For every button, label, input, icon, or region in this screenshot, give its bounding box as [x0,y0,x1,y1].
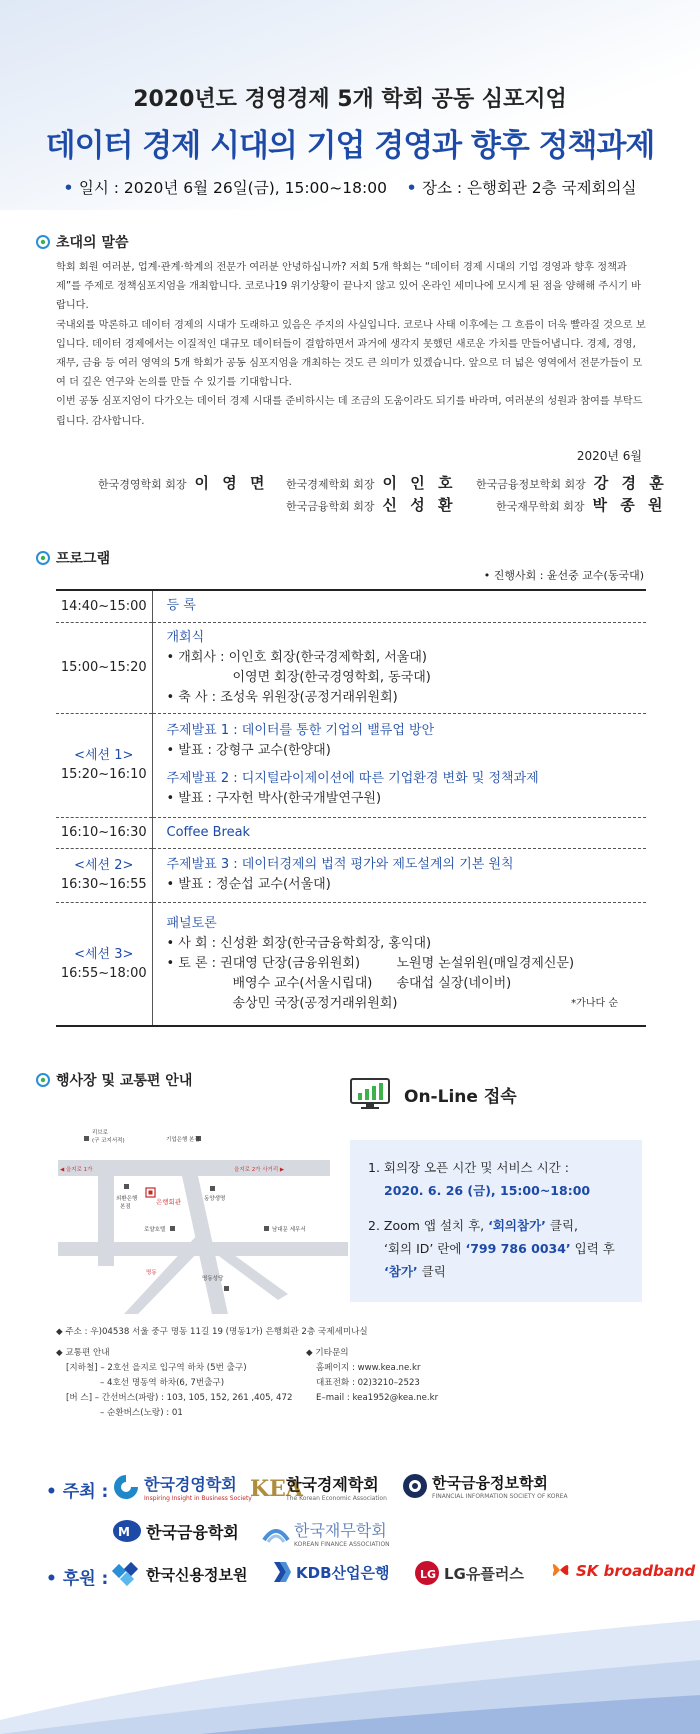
title-line2: 데이터 경제 시대의 기업 경영과 향후 정책과제 [45,128,655,164]
online-item-2b: ‘회의 ID’ 란에 ‘799 786 0034’ 입력 후 [384,1241,615,1256]
table-row [56,902,646,1026]
online-item-2c: ‘참가’ 클릭 [384,1264,446,1279]
bullet-swirl-icon [36,1073,50,1087]
signature: 한국금융정보학회 회장 강 경 훈 [476,474,668,492]
fisk-logo-icon [402,1473,428,1499]
bullet-swirl-icon [36,551,50,565]
event-place: 장소 : 은행회관 2층 국제회의실 [421,179,637,197]
bullet-swirl-icon [36,235,50,249]
signature: 한국재무학회 회장 박 종 원 [496,496,667,514]
time-cell: 15:00~15:20 [56,622,152,713]
svg-text:을지로 2가 사거리 ▶: 을지로 2가 사거리 ▶ [234,1167,285,1173]
address: ◆ 주소 : 우)04538 서울 중구 명동 11길 19 (명동1가) 은행회관 2층 국제세미나실 [56,1327,368,1337]
svg-text:기업은행 본점: 기업은행 본점 [166,1137,200,1143]
program-cell: Coffee Break [152,817,646,848]
mc-note: • 진행사회 : 윤선중 교수(동국대) [483,569,644,582]
logo-kcredit: 한국신용정보원 [112,1560,247,1588]
signature: 한국경영학회 회장 이 영 면 [98,474,269,492]
logo-fisk: 한국금융정보학회 FINANCIAL INFORMATION SOCIETY OF KOREA [402,1472,568,1500]
table-row [56,848,646,902]
svg-text:KEA: KEA [250,1476,303,1502]
svg-text:동양생명: 동양생명 [204,1196,226,1202]
contact-email[interactable]: E–mail : kea1952@kea.ne.kr [316,1393,439,1403]
logo-lguplus: LG LG유플러스 [414,1560,524,1586]
signature: 한국경제학회 회장 이 인 호 [286,474,457,492]
table-row [56,817,646,848]
greeting-text [56,258,646,431]
lg-logo-icon [414,1560,440,1586]
transit-heading: ◆ 교통편 안내 [56,1348,110,1358]
program-cell: 등 록 [152,590,646,622]
kea-logo-icon [250,1474,303,1502]
transit-line: – 4호선 명동역 하차(6, 7번출구) [100,1378,225,1388]
kmfa-logo-icon [112,1518,142,1544]
transit-line: [지하철] – 2호선 을지로 입구역 하차 (5번 출구) [66,1363,247,1373]
event-datetime: 일시 : 2020년 6월 26일(금), 15:00~18:00 [78,179,387,197]
program-cell: 주제발표 1 : 데이터를 통한 기업의 밸류업 방안 • 발표 : 강형구 교수(한양대) 주제발표 2 : 디지털라이제이션에 따른 기업환경 변화 및 정책과제 • 발표 : 구자헌 박사(한국개발연구원) [152,713,646,817]
table-row [56,713,646,817]
svg-text:로얄호텔: 로얄호텔 [144,1227,166,1233]
svg-text:(구 코지서적): (구 코지서적) [92,1138,125,1144]
table-row [56,590,646,622]
program-cell: 주제발표 3 : 데이터경제의 법적 평가와 제도설계의 기본 원칙 • 발표 : 정순섭 교수(서울대) [152,848,646,902]
contact-heading: ◆ 기타문의 [306,1348,349,1358]
logo-kfa: 한국재무학회 KOREAN FINANCE ASSOCIATION [262,1518,390,1548]
time-cell: 14:40~15:00 [56,590,152,622]
kcredit-logo-icon [112,1560,142,1588]
venue-info [56,1325,646,1421]
svg-text:◀ 을지로 1가: ◀ 을지로 1가 [60,1167,93,1173]
kdb-logo-icon [270,1560,292,1584]
time-cell: <세션 3> 16:55~18:00 [56,902,152,1026]
contact-phone: 대표전화 : 02)3210–2523 [316,1378,420,1388]
kbas-logo-icon [112,1473,140,1501]
svg-text:명동성당: 명동성당 [202,1276,224,1282]
logo-kdb: KDB산업은행 [270,1560,389,1584]
online-item-2: 2. Zoom 앱 설치 후, ‘회의참가’ 클릭, [368,1218,579,1233]
greeting-paragraph: 이번 공동 심포지엄이 다가오는 데이터 경제 시대를 준비하시는 데 조금의 도움이라도 되기를 바라며, 여러분의 성원과 참여를 부탁드립니다. 감사합니다. [56,396,643,427]
logo-kea: KEA 한국경제학회 The Korean Economic Association [250,1475,387,1502]
svg-text:외환은행: 외환은행 [116,1196,138,1202]
svg-text:M: M [118,1525,130,1539]
sk-butterfly-icon [548,1556,572,1586]
footer-wave [0,1600,700,1734]
contact-homepage[interactable]: 홈페이지 : www.kea.ne.kr [316,1363,421,1373]
table-row [56,622,646,713]
online-item-1-label: 1. 회의장 오픈 시간 및 서비스 시간 : [368,1160,569,1175]
monitor-chart-icon [350,1078,390,1110]
svg-text:은행회관: 은행회관 [156,1198,182,1206]
logo-kmfa: M 한국금융학회 [112,1518,239,1544]
transit-line: [버 스] – 간선버스(파랑) : 103, 105, 152, 261 ,405, 472 [66,1393,293,1403]
program-table [56,589,646,1027]
time-cell: <세션 1> 15:20~16:10 [56,713,152,817]
program-cell: 개회식 • 개회사 : 이인호 회장(한국경제학회, 서울대) 이영면 회장(한국경영학회, 동국대) • 축 사 : 조성욱 위원장(공정거래위원회) [152,622,646,713]
svg-text:LG: LG [420,1568,437,1581]
date-place: • 일시 : 2020년 6월 26일(금), 15:00~18:00 • 장소 : 은행회관 2층 국제회의실 [63,179,637,197]
svg-text:남대문 세무서: 남대문 세무서 [272,1227,306,1233]
greeting-heading: 초대의 말씀 [36,232,129,252]
greeting-paragraph: 국내외를 막론하고 데이터 경제의 시대가 도래하고 있음은 주지의 사실입니다. 코로나 사태 이후에는 그 흐름이 더욱 빨라질 것으로 보입니다. 데이터 경제에서는 이질적인 대규모 데이터들이 결합하면서 과거에 생각지 못했던 새로운 가치를 만들어냅니다. 경제, 경영, 재무, 금융 등 여러 영역의 5개 학회가 공동 심포지엄을 개최하는 것도 큰 의미가 있겠습니다. 앞으로 더 넓은 영역에서 전문가들이 모여 더 깊은 연구와 논의를 만들 수 있기를 기대합니다. [56,319,646,389]
title-line1: 2020년도 경영경제 5개 학회 공동 심포지엄 [133,87,567,112]
logo-kbas: 한국경영학회 Inspiring Insight in Business Society [112,1472,252,1502]
online-info-box [350,1140,642,1302]
program-cell: 패널토론 • 사 회 : 신성환 회장(한국금융학회장, 홍익대) • 토 론 : 권대영 단장(금융위원회) 노원명 논설위원(매일경제신문) 배영수 교수(서울시립대) 송대섭 실장(네이버) 송상민 국장(공정거래위원회) *가나다 순 [152,902,646,1026]
transit-line: – 순환버스(노랑) : 01 [100,1408,183,1418]
svg-text:명동: 명동 [146,1270,157,1276]
online-heading: On-Line 접속 [350,1078,517,1110]
online-item-1-value: 2020. 6. 26 (금), 15:00~18:00 [384,1183,591,1198]
greeting-paragraph: 학회 회원 여러분, 업계·관계·학계의 전문가 여러분 안녕하십니까? 저희 5개 학회는 “데이터 경제 시대의 기업 경영과 향후 정책과제”를 주제로 정책심포지엄을 개최합니다. 코로나19 위기상황이 끝나지 않고 있어 온라인 세미나에 모시게 된 점을 양해해 주시기 바랍니다. [56,262,642,312]
svg-text:본점: 본점 [120,1204,131,1210]
support-label: • 후원 : [46,1569,109,1589]
venue-map [58,1124,348,1314]
host-label: • 주최 : [46,1482,109,1502]
contact-info [306,1346,438,1406]
signature: 한국금융학회 회장 신 성 환 [286,496,457,514]
venue-heading: 행사장 및 교통편 안내 [36,1070,192,1090]
svg-text:리브로: 리브로 [92,1130,108,1136]
time-cell: <세션 2> 16:30~16:55 [56,848,152,902]
greeting-date: 2020년 6월 [576,449,642,463]
kfa-logo-icon [262,1520,290,1546]
time-cell: 16:10~16:30 [56,817,152,848]
program-heading: 프로그램 [36,548,110,568]
logo-sk-broadband: SK broadband [548,1556,695,1586]
